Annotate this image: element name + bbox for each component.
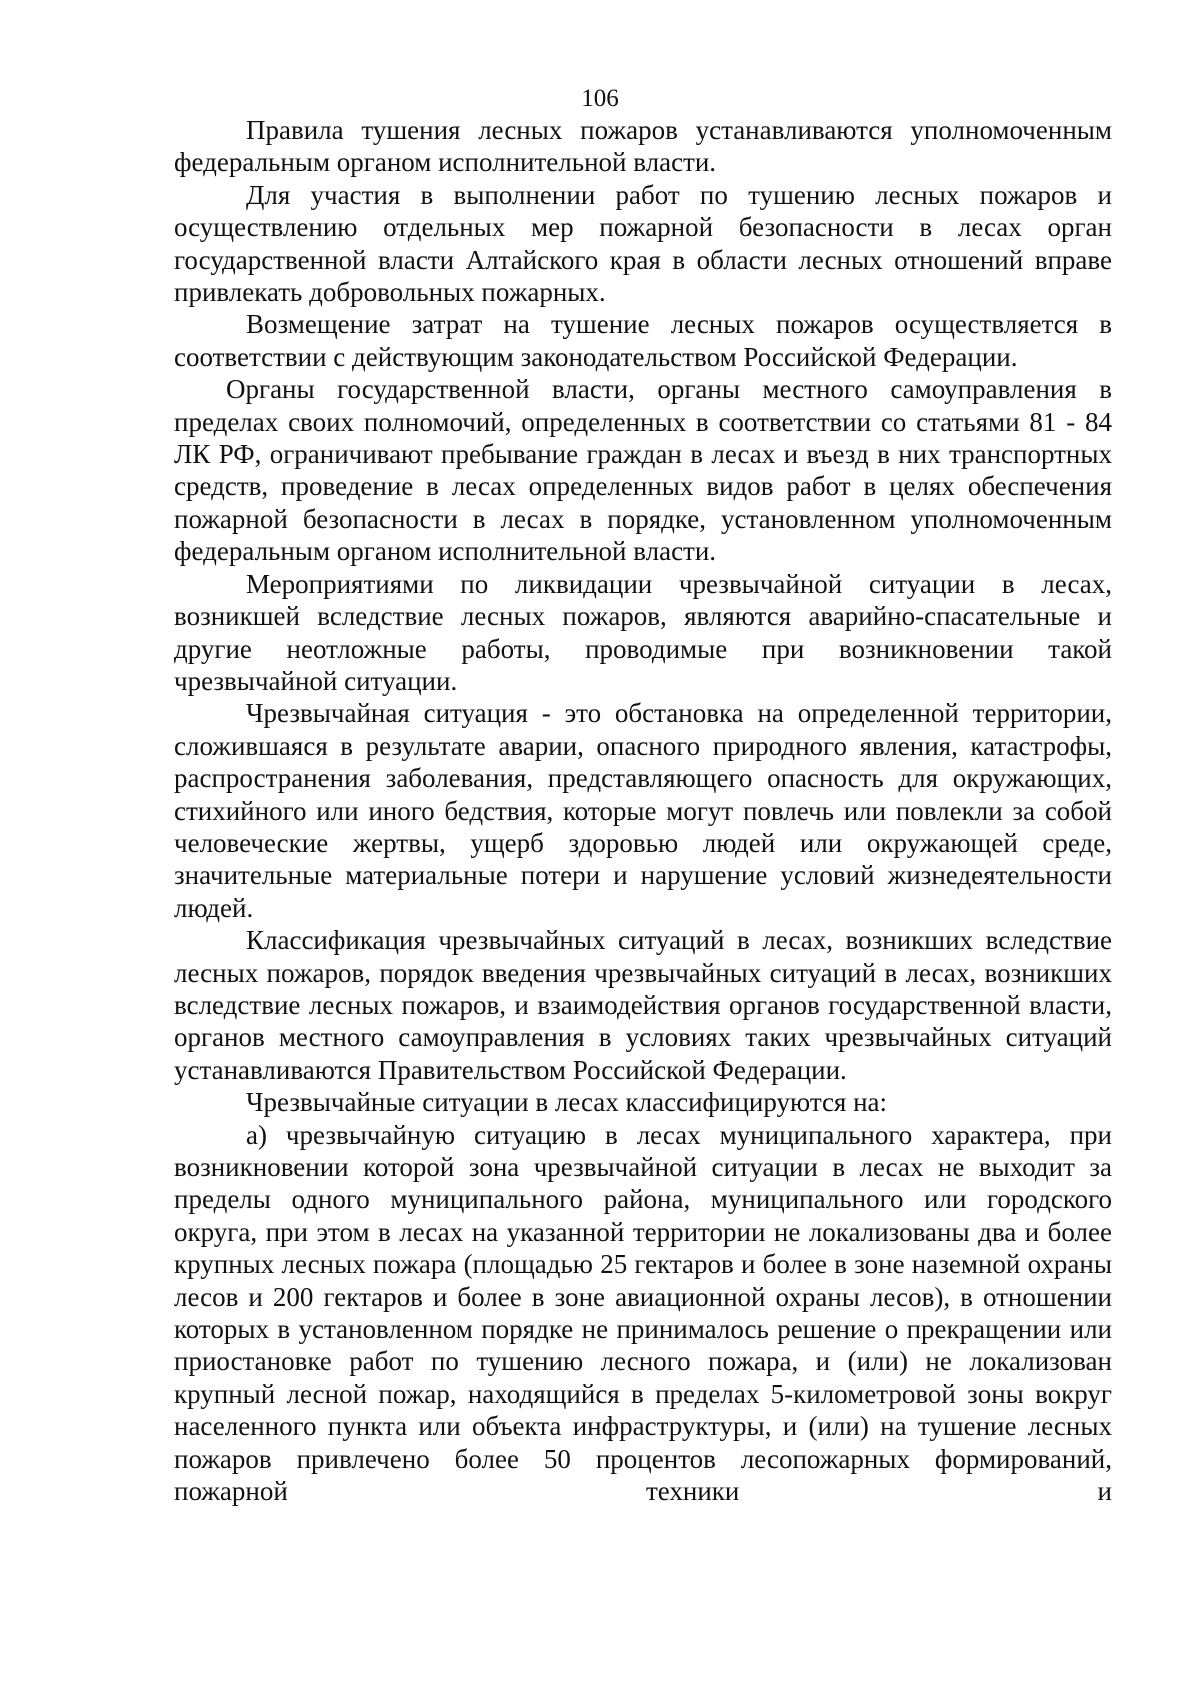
- paragraph-classification-intro: Чрезвычайные ситуации в лесах классифицируются на:: [246, 1087, 888, 1118]
- page-number: 106: [581, 85, 619, 112]
- paragraph-emergency-classification: Классификация чрезвычайных ситуаций в лесах, возникших вследствие лесных пожаров, порядок введения чрезвычайных ситуаций в лесах, возникших вследствие лесных пожаров, и взаимодействия органов государственной власти, органов местного самоуправления в условиях таких чрезвычайных ситуаций устанавливаются Правительством Российской Федерации.: [174, 925, 1112, 1085]
- document-body: [174, 114, 1112, 1507]
- paragraph-cost-reimbursement: Возмещение затрат на тушение лесных пожаров осуществляется в соответствии с действующим законодательством Российской Федерации.: [174, 309, 1112, 372]
- paragraph-municipal-emergency: а) чрезвычайную ситуацию в лесах муниципального характера, при возникновении которой зона чрезвычайной ситуации в лесах не выходит за пределы одного муниципального района, муниципального или городского округа, при этом в лесах на указанной территории не локализованы два и более крупных лесных пожара (площадью 25 гектаров и более в зоне наземной охраны лесов и 200 гектаров и более в зоне авиационной охраны лесов), в отношении которых в установленном порядке не принималось решение о прекращении или приостановке работ по тушению лесного пожара, и (или) не локализован крупный лесной пожар, находящийся в пределах 5-километровой зоны вокруг населенного пункта или объекта инфраструктуры, и (или) на тушение лесных пожаров привлечено более 50 процентов лесопожарных формирований, пожарной техники и: [174, 1119, 1112, 1507]
- paragraph-emergency-measures: Мероприятиями по ликвидации чрезвычайной ситуации в лесах, возникшей вследствие лесных пожаров, являются аварийно-спасательные и другие неотложные работы, проводимые при возникновении такой чрезвычайной ситуации.: [174, 568, 1112, 696]
- paragraph-emergency-definition: Чрезвычайная ситуация - это обстановка на определенной территории, сложившаяся в результате аварии, опасного природного явления, катастрофы, распространения заболевания, представляющего опасность для окружающих, стихийного или иного бедствия, которые могут повлечь или повлекли за собой человеческие жертвы, ущерб здоровью людей или окружающей среде, значительные материальные потери и нарушение условий жизнедеятельности людей.: [174, 698, 1112, 923]
- paragraph-firefighting-rules: Правила тушения лесных пожаров устанавливаются уполномоченным федеральным органом исполнительной власти.: [174, 115, 1112, 178]
- paragraph-volunteer-firefighters: Для участия в выполнении работ по тушению лесных пожаров и осуществлению отдельных мер пожарной безопасности в лесах орган государственной власти Алтайского края в области лесных отношений вправе привлекать добровольных пожарных.: [174, 179, 1112, 308]
- paragraph-access-restrictions: Органы государственной власти, органы местного самоуправления в пределах своих полномочий, определенных в соответствии со статьями 81 - 84 ЛК РФ, ограничивают пребывание граждан в лесах и въезд в них транспортных средств, проведение в лесах определенных видов работ в целях обеспечения пожарной безопасности в лесах в порядке, установленном уполномоченным федеральным органом исполнительной власти.: [174, 374, 1112, 567]
